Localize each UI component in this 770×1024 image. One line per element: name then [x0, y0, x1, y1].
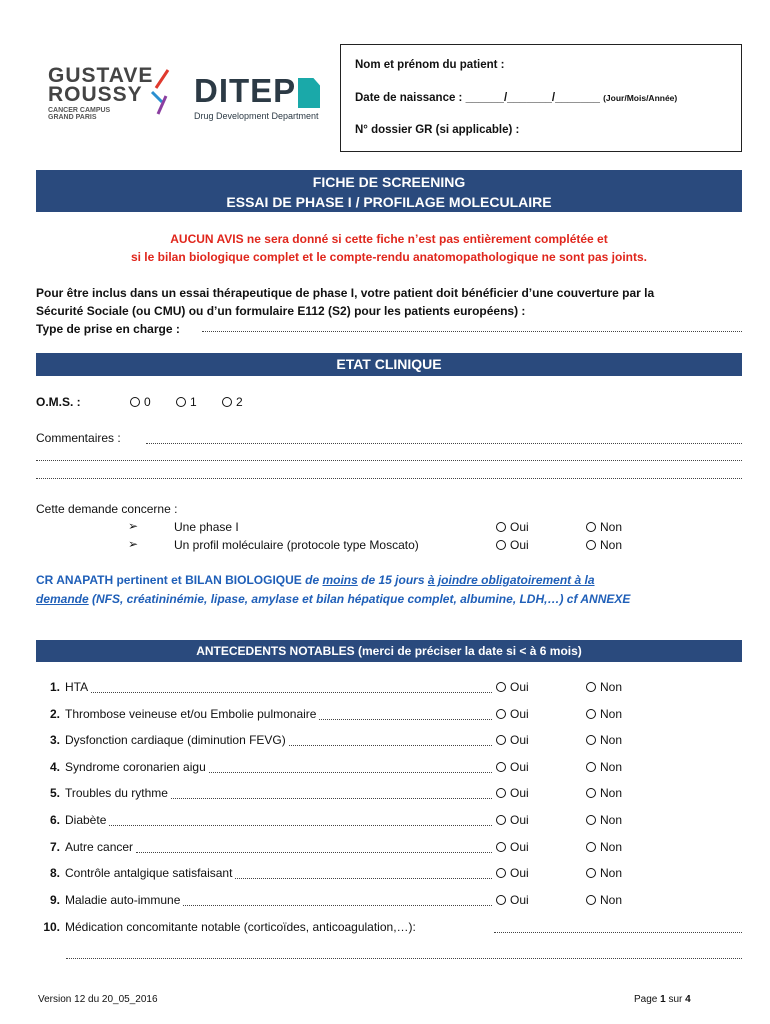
demande-bullet-icon: ➢ [128, 519, 139, 533]
patient-dob-field[interactable] [355, 92, 677, 104]
radio-circle-icon [586, 709, 596, 719]
antecedent-row [36, 680, 88, 694]
radio-label: Non [600, 813, 623, 827]
form-title-band [36, 170, 742, 212]
profil-non-radio[interactable] [586, 538, 622, 552]
leader-dots [319, 719, 492, 720]
antecedent-label: Diabète [65, 813, 107, 827]
anapath-part3: moins [322, 573, 358, 587]
item-number: 4. [49, 759, 60, 774]
comments-label: Commentaires : [36, 431, 121, 445]
antecedent-oui-radio[interactable] [496, 680, 529, 694]
logo-text-line2: ROUSSY [48, 83, 143, 106]
dossier-number-label[interactable]: N° dossier GR (si applicable) : [355, 124, 520, 136]
radio-label: Oui [510, 680, 529, 694]
page-prefix: Page [634, 994, 661, 1005]
radio-circle-icon [496, 895, 506, 905]
item-number: 10. [43, 920, 60, 934]
antecedent-non-radio[interactable] [586, 866, 622, 880]
radio-circle-icon [496, 735, 506, 745]
item-number: 1. [49, 680, 60, 694]
radio-label: Non [600, 538, 623, 552]
medication-field-line2[interactable] [66, 958, 742, 959]
phase1-oui-radio[interactable] [496, 520, 529, 534]
radio-circle-icon [496, 682, 506, 692]
anapath-note [36, 571, 742, 609]
radio-label: Oui [510, 786, 529, 801]
radio-label: Non [600, 680, 623, 694]
antecedent-label: HTA [65, 680, 89, 694]
antecedent-row [36, 786, 168, 800]
radio-label: Oui [510, 538, 529, 552]
page-current: 1 [660, 994, 666, 1005]
radio-circle-icon [586, 842, 596, 852]
radio-circle-icon [586, 735, 596, 745]
antecedent-oui-radio[interactable] [496, 733, 529, 747]
radio-label: Non [600, 759, 623, 774]
comments-field-line2[interactable] [36, 460, 742, 461]
antecedent-row [36, 760, 206, 774]
antecedent-label: Syndrome coronarien aigu [65, 759, 206, 774]
ditep-subtitle: Drug Development Department [194, 111, 319, 121]
eligibility-paragraph [36, 284, 742, 320]
antecedent-label: Maladie auto-immune [65, 892, 181, 907]
radio-label: Non [600, 892, 623, 907]
anapath-part4: de 15 jours [357, 573, 428, 587]
item-number: 6. [49, 813, 60, 827]
ditep-wordmark: DITEP [194, 72, 297, 109]
dob-format: (Jour/Mois/Année) [603, 93, 678, 103]
radio-circle-icon [586, 682, 596, 692]
page-total: 4 [685, 994, 691, 1005]
oms-label: O.M.S. : [36, 395, 81, 409]
leader-dots [209, 772, 492, 773]
antecedent-row [36, 707, 316, 721]
form-title-line1: FICHE DE SCREENING [312, 174, 466, 190]
antecedent-oui-radio[interactable] [496, 707, 529, 721]
etat-clinique-header: ETAT CLINIQUE [36, 353, 742, 376]
antecedent-label: Contrôle antalgique satisfaisant [65, 866, 233, 881]
patient-info-box [340, 44, 742, 152]
leader-dots [235, 878, 492, 879]
medication-label: Médication concomitante notable (corticoïdes, anticoagulation,…): [65, 920, 416, 934]
demande-label: Cette demande concerne : [36, 502, 178, 516]
page-mid: sur [665, 994, 686, 1005]
anapath-part6: demande [36, 592, 89, 606]
antecedent-non-radio[interactable] [586, 786, 622, 800]
comments-field-line3[interactable] [36, 478, 742, 479]
ditep-mark-icon [298, 78, 320, 108]
item-number: 8. [49, 866, 60, 881]
antecedent-label: Thrombose veineuse et/ou Embolie pulmonaire [65, 706, 317, 721]
antecedent-oui-radio[interactable] [496, 760, 529, 774]
antecedent-row [36, 893, 180, 907]
radio-circle-icon [586, 815, 596, 825]
radio-circle-icon [586, 868, 596, 878]
radio-circle-icon [496, 868, 506, 878]
demande-item-profil: Un profil moléculaire (protocole type Moscato) [174, 538, 419, 552]
eligibility-line2: Sécurité Sociale (ou CMU) ou d’un formulaire E112 (S2) pour les patients européens) : [36, 304, 526, 318]
warning-line2: si le bilan biologique complet et le compte-rendu anatomopathologique ne sont pas joints. [130, 250, 648, 264]
profil-oui-radio[interactable] [496, 538, 529, 552]
radio-circle-icon [496, 788, 506, 798]
antecedent-oui-radio[interactable] [496, 813, 529, 827]
demande-item-phase1: Une phase I [174, 520, 239, 534]
item-number: 3. [49, 733, 60, 748]
antecedent-non-radio[interactable] [586, 813, 622, 827]
antecedent-non-radio[interactable] [586, 680, 622, 694]
radio-label: Non [600, 839, 623, 854]
comments-field-line1[interactable] [146, 443, 742, 444]
patient-name-label[interactable]: Nom et prénom du patient : [355, 59, 505, 71]
antecedent-oui-radio[interactable] [496, 866, 529, 880]
medication-item [36, 920, 416, 934]
eligibility-line1: Pour être inclus dans un essai thérapeutique de phase I, votre patient doit bénéficier d’une couverture par la [36, 286, 655, 300]
antecedent-non-radio[interactable] [586, 707, 622, 721]
radio-label: Oui [510, 706, 529, 721]
leader-dots [109, 825, 492, 826]
radio-label: Oui [510, 866, 529, 881]
anapath-part5: à joindre obligatoirement à la [427, 573, 595, 587]
antecedent-label: Autre cancer [65, 839, 134, 854]
radio-circle-icon [586, 522, 596, 532]
radio-label: Oui [510, 520, 529, 534]
prise-en-charge-field[interactable] [202, 331, 742, 332]
radio-circle-icon [130, 397, 140, 407]
antecedent-label: Dysfonction cardiaque (diminution FEVG) [65, 733, 286, 748]
antecedent-non-radio[interactable] [586, 733, 622, 747]
radio-circle-icon [586, 762, 596, 772]
radio-label: Non [600, 786, 623, 801]
gustave-roussy-logo [48, 66, 173, 122]
leader-dots [91, 692, 492, 693]
leader-dots [136, 852, 492, 853]
oms-option-label: 1 [190, 395, 197, 409]
medication-field-line1[interactable] [494, 932, 742, 933]
radio-label: Oui [510, 733, 529, 748]
leader-dots [171, 798, 492, 799]
leader-dots [183, 905, 492, 906]
radio-label: Oui [510, 759, 529, 774]
antecedent-row [36, 733, 286, 747]
antecedent-oui-radio[interactable] [496, 893, 529, 907]
page-number [634, 994, 691, 1005]
oms-radio-2[interactable] [222, 395, 243, 409]
logo-slash-icon [148, 68, 174, 118]
antecedent-oui-radio[interactable] [496, 840, 529, 854]
version-footer: Version 12 du 20_05_2016 [38, 994, 158, 1005]
anapath-part1: CR ANAPATH pertinent et BILAN BIOLOGIQUE [36, 573, 302, 587]
radio-circle-icon [496, 762, 506, 772]
antecedent-non-radio[interactable] [586, 840, 622, 854]
oms-option-label: 2 [236, 395, 243, 409]
dob-label: Date de naissance : ______/_______/_______ [355, 92, 600, 104]
logo-sub-line2: GRAND PARIS [48, 114, 97, 121]
antecedent-non-radio[interactable] [586, 893, 622, 907]
radio-circle-icon [586, 895, 596, 905]
demande-bullet-icon: ➢ [128, 537, 139, 551]
antecedent-oui-radio[interactable] [496, 786, 529, 800]
radio-circle-icon [586, 540, 596, 550]
oms-option-label: 0 [144, 395, 151, 409]
antecedent-row [36, 813, 106, 827]
logo-text-line1: GUSTAVE [48, 64, 154, 87]
radio-circle-icon [496, 842, 506, 852]
anapath-part7: (NFS, créatininémie, lipase, amylase et bilan hépatique complet, albumine, LDH,…) cf ANNEXE [88, 592, 631, 606]
radio-circle-icon [496, 540, 506, 550]
radio-label: Oui [510, 892, 529, 907]
anapath-part2: de [301, 573, 323, 587]
radio-label: Oui [510, 839, 529, 854]
radio-circle-icon [496, 815, 506, 825]
item-number: 7. [49, 839, 60, 854]
radio-label: Oui [510, 813, 529, 827]
antecedent-label: Troubles du rythme [65, 786, 168, 801]
radio-circle-icon [496, 522, 506, 532]
oms-radio-1[interactable] [176, 395, 197, 409]
leader-dots [289, 745, 492, 746]
radio-label: Non [600, 866, 623, 881]
radio-circle-icon [176, 397, 186, 407]
antecedent-non-radio[interactable] [586, 760, 622, 774]
radio-label: Non [600, 706, 623, 721]
antecedent-row [36, 866, 232, 880]
prise-en-charge-label: Type de prise en charge : [36, 322, 180, 336]
radio-circle-icon [496, 709, 506, 719]
antecedent-row [36, 840, 133, 854]
oms-radio-0[interactable] [130, 395, 151, 409]
ditep-logo [194, 74, 329, 130]
logo-sub-line1: CANCER CAMPUS [48, 107, 111, 114]
phase1-non-radio[interactable] [586, 520, 622, 534]
antecedents-header: ANTECEDENTS NOTABLES (merci de préciser la date si < à 6 mois) [36, 640, 742, 662]
warning-text [36, 230, 742, 266]
radio-circle-icon [222, 397, 232, 407]
radio-circle-icon [586, 788, 596, 798]
item-number: 2. [49, 706, 60, 721]
warning-line1: AUCUN AVIS ne sera donné si cette fiche n’est pas entièrement complétée et [170, 232, 608, 246]
radio-label: Non [600, 733, 623, 748]
radio-label: Non [600, 520, 623, 534]
item-number: 9. [49, 892, 60, 907]
form-title-line2: ESSAI DE PHASE I / PROFILAGE MOLECULAIRE [226, 194, 552, 210]
item-number: 5. [49, 786, 60, 801]
